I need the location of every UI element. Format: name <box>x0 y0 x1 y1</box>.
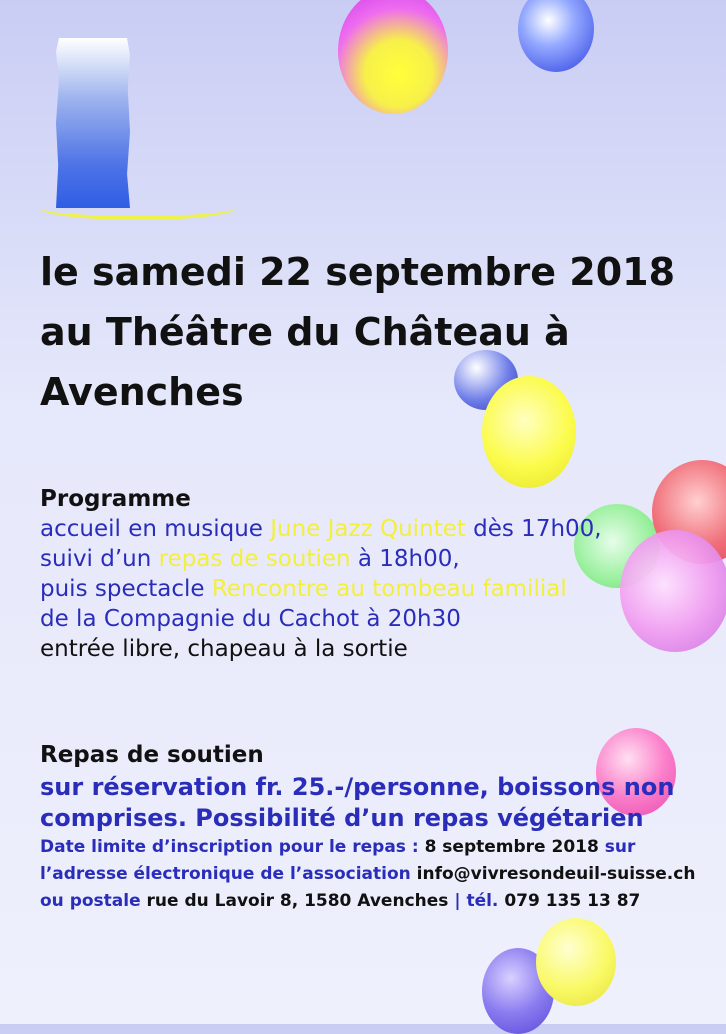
event-headline <box>40 242 710 422</box>
programme-line-1 <box>40 514 720 544</box>
programme-title: Programme <box>40 486 191 512</box>
phone-label: | tél. <box>448 891 505 911</box>
balloon-blue <box>518 0 594 72</box>
programme-line-4: de la Compagnie du Cachot à 20h30 <box>40 606 461 632</box>
hat-brim-illustration <box>40 196 236 220</box>
balloon-yellow-bottom <box>536 918 616 1006</box>
programme-line-3 <box>40 574 720 604</box>
repas-line-2: comprises. Possibilité d’un repas végétarien <box>40 804 644 832</box>
phone-number[interactable]: 079 135 13 87 <box>504 891 641 911</box>
hat-illustration <box>56 38 130 208</box>
programme-text: puis spectacle <box>40 576 212 602</box>
programme-line-2 <box>40 544 720 574</box>
postal-line <box>40 888 720 915</box>
deadline-text: sur <box>598 837 636 857</box>
headline-venue: au Théâtre du Château à <box>40 310 570 354</box>
programme-section <box>40 484 720 664</box>
deadline-text: Date limite d’inscription pour le repas : <box>40 837 425 857</box>
postal-label: ou postale <box>40 891 147 911</box>
email-address[interactable]: info@vivresondeuil-suisse.ch <box>416 864 696 884</box>
repas-line-1: sur réservation fr. 25.-/personne, boissons non <box>40 773 675 801</box>
programme-text: accueil en musique <box>40 516 271 542</box>
programme-line-5: entrée libre, chapeau à la sortie <box>40 636 408 662</box>
headline-town: Avenches <box>40 370 244 414</box>
programme-text: à 18h00, <box>350 546 460 572</box>
show-title: Rencontre au tombeau familial <box>211 576 567 602</box>
email-label: l’adresse électronique de l’association <box>40 864 417 884</box>
headline-date: le samedi 22 septembre 2018 <box>40 250 676 294</box>
dinner-highlight: repas de soutien <box>158 546 351 572</box>
balloon-pink-yellow <box>338 0 448 114</box>
repas-title: Repas de soutien <box>40 742 264 768</box>
programme-text: dès 17h00, <box>465 516 602 542</box>
repas-section <box>40 740 720 915</box>
deadline-line <box>40 834 720 861</box>
deadline-date: 8 septembre 2018 <box>424 837 599 857</box>
email-line <box>40 861 720 888</box>
postal-address: rue du Lavoir 8, 1580 Avenches <box>146 891 449 911</box>
programme-text: suivi d’un <box>40 546 159 572</box>
band-name: June Jazz Quintet <box>270 516 466 542</box>
